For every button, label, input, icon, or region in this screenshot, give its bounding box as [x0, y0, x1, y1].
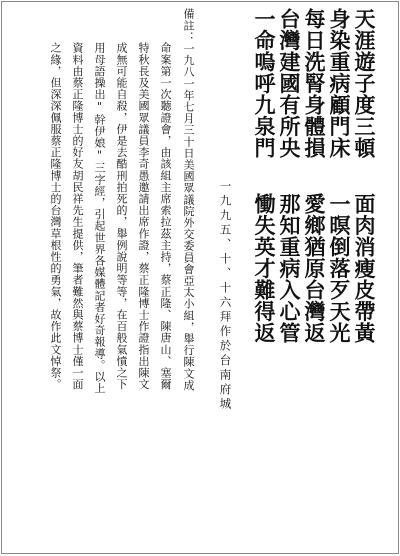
note-line: 命案第一次聽證會，由該組主席索拉茲主持，蔡正隆、陳唐山、塞爾: [159, 42, 172, 390]
poem-line: 慟失英才難得返: [252, 193, 277, 344]
poem-line: 面肉消瘦皮帶黃: [352, 193, 377, 344]
document-page: [1, 1, 399, 554]
note-line: 成無可能自殺，伊是去酷刑拍死的，舉例說明等等，在百般氣憤之下: [115, 42, 128, 390]
poem-line: 身染重病顧門床: [327, 8, 352, 159]
poem-line: 每日洗腎身體損: [302, 8, 327, 159]
poem-line: 一暝倒落歹天光: [327, 193, 352, 344]
note-line: 用母語操出"幹伊娘"三字經，引起世界各媒體記者好奇報導。以上: [93, 42, 106, 394]
note-line: 資料由蔡正隆博士的好友胡民祥先生提供，筆者難然與蔡博士僅一面: [71, 42, 84, 390]
note-line: 之緣，但深深佩服蔡正隆博士的台灣草根性的勇氣，故作此文悼祭。: [49, 42, 62, 390]
poem-line: 一命嗚呼九泉門: [252, 8, 277, 159]
note-heading: 備註：一九八一年七月三十日美國眾議院外交委員會亞太小組，舉行陳文成: [182, 8, 195, 391]
poem-line: 那知重病入心管: [277, 193, 302, 344]
poem-line: 天涯遊子度三頓: [352, 8, 377, 159]
poem-line: 愛鄉猶原台灣返: [302, 193, 327, 344]
date-line: 一九九五、十、十六拜作於台南府城: [218, 180, 233, 412]
note-line: 特秋長及美國眾議員李奇愚邀請出席作證，蔡正隆博士作證指出陳文: [137, 42, 150, 390]
poem-line: 台灣建國有所央: [277, 8, 302, 159]
